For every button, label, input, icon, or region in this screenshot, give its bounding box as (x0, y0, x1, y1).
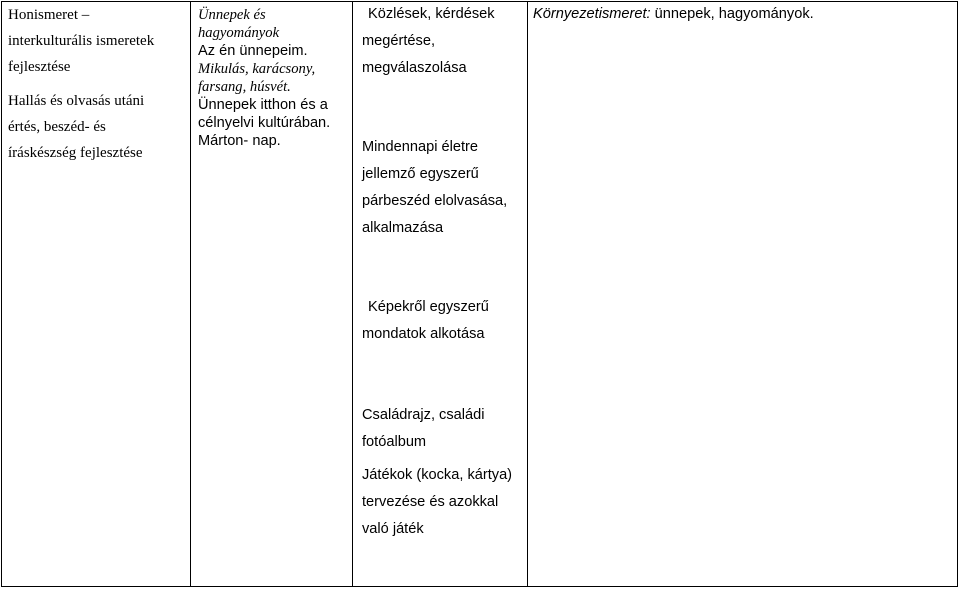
topic-heading: hagyományok (198, 25, 280, 41)
development-area-line: Honismeret – (8, 7, 90, 23)
topic-line: Márton- nap. (198, 133, 281, 149)
development-area-line: értés, beszéd- és (8, 119, 106, 135)
development-area-cell (8, 1, 188, 587)
activity-line: mondatok alkotása (362, 326, 485, 342)
development-area-line: íráskészség fejlesztése (8, 145, 143, 161)
activity-line: megválaszolása (362, 60, 467, 76)
activity-line: párbeszéd elolvasása, (362, 193, 508, 209)
topic-line: célnyelvi kultúrában. (198, 115, 331, 131)
activity-line: Játékok (kocka, kártya) (362, 467, 513, 483)
activity-line: fotóalbum (362, 434, 427, 450)
activity-line: Mindennapi életre (362, 139, 479, 155)
activity-line: Közlések, kérdések (368, 6, 495, 22)
topic-heading: Ünnepek és (198, 7, 266, 23)
activity-line: tervezése és azokkal (362, 494, 499, 510)
development-area-line: fejlesztése (8, 59, 71, 75)
topic-line: Az én ünnepeim. (198, 43, 308, 59)
topic-line: Ünnepek itthon és a (198, 97, 328, 113)
activity-line: Képekről egyszerű (368, 299, 489, 315)
development-area-line: Hallás és olvasás utáni (8, 93, 145, 109)
activity-line: megértése, (362, 33, 436, 49)
activity-line: jellemző egyszerű (362, 166, 479, 182)
connection-cell (533, 1, 953, 587)
topic-line: Mikulás, karácsony, (198, 61, 316, 77)
activity-line: alkalmazása (362, 220, 444, 236)
activity-cell (356, 1, 526, 587)
topic-line: farsang, húsvét. (198, 79, 291, 95)
activity-line: való játék (362, 521, 424, 537)
connection-text: Környezetismeret: ünnepek, hagyományok. (533, 6, 814, 22)
development-area-line: interkulturális ismeretek (8, 33, 155, 49)
topic-cell (198, 1, 353, 587)
column-divider (190, 1, 191, 587)
activity-line: Családrajz, családi (362, 407, 485, 423)
column-divider (527, 1, 528, 587)
